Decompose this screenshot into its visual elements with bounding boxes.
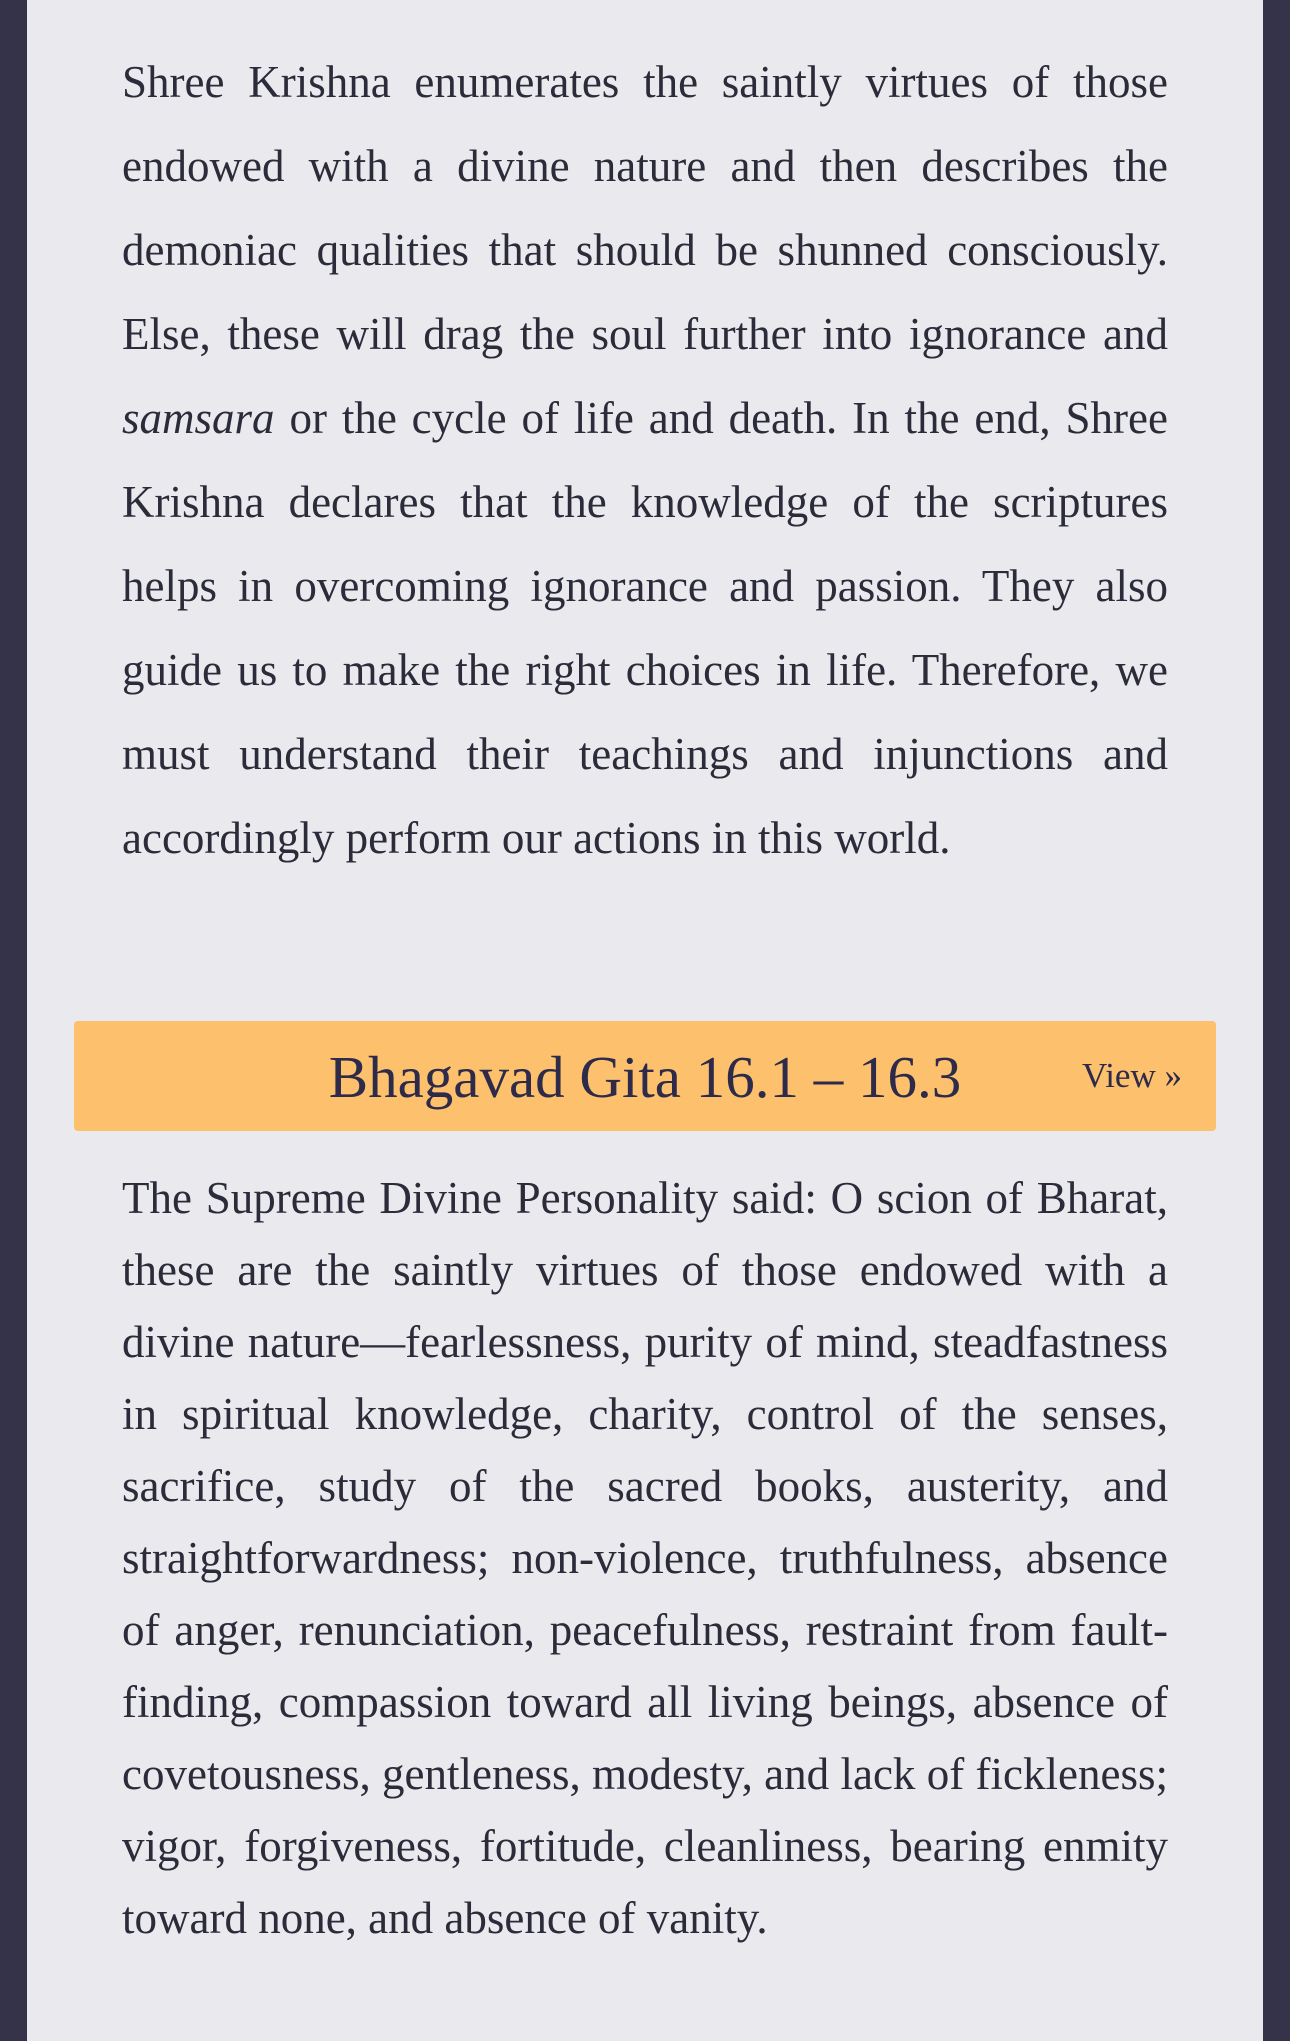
summary-italic-term: samsara (122, 393, 275, 443)
verse-translation: The Supreme Divine Personality said: O scion of Bharat, these are the saintly virtues of those endowed with a divine nature—fearlessness, purity of mind, steadfastness in spiritual knowledge, charity, control of the senses, sacrifice, study of the sacred books, austerity, and straightforwardness; non-violence, truthfulness, absence of anger, renunciation, peacefulness, restraint from fault-finding, compassion toward all living beings, absence of covetousness, gentleness, modesty, and lack of fickleness; vigor, forgiveness, fortitude, cleanliness, bearing enmity toward none, and absence of vanity. (122, 1173, 1168, 1943)
verse-reference-title: Bhagavad Gita 16.1 – 16.3 (328, 1044, 962, 1110)
view-verse-link[interactable]: View » (1082, 1056, 1182, 1095)
chapter-summary (122, 40, 1168, 880)
summary-text-part2: or the cycle of life and death. In the end, Shree Krishna declares that the knowledge of the scriptures helps in overcoming ignorance and passion. They also guide us to make the right choices in life. Therefore, we must understand their teachings and injunctions and accordingly perform our actions in this world. (122, 393, 1168, 863)
content-page (27, 0, 1263, 2041)
summary-text-part1: Shree Krishna enumerates the saintly virtues of those endowed with a divine nature and then describes the demoniac qualities that should be shunned consciously. Else, these will drag the soul further into ignorance and (122, 57, 1168, 359)
verse-header-banner (74, 1021, 1216, 1131)
